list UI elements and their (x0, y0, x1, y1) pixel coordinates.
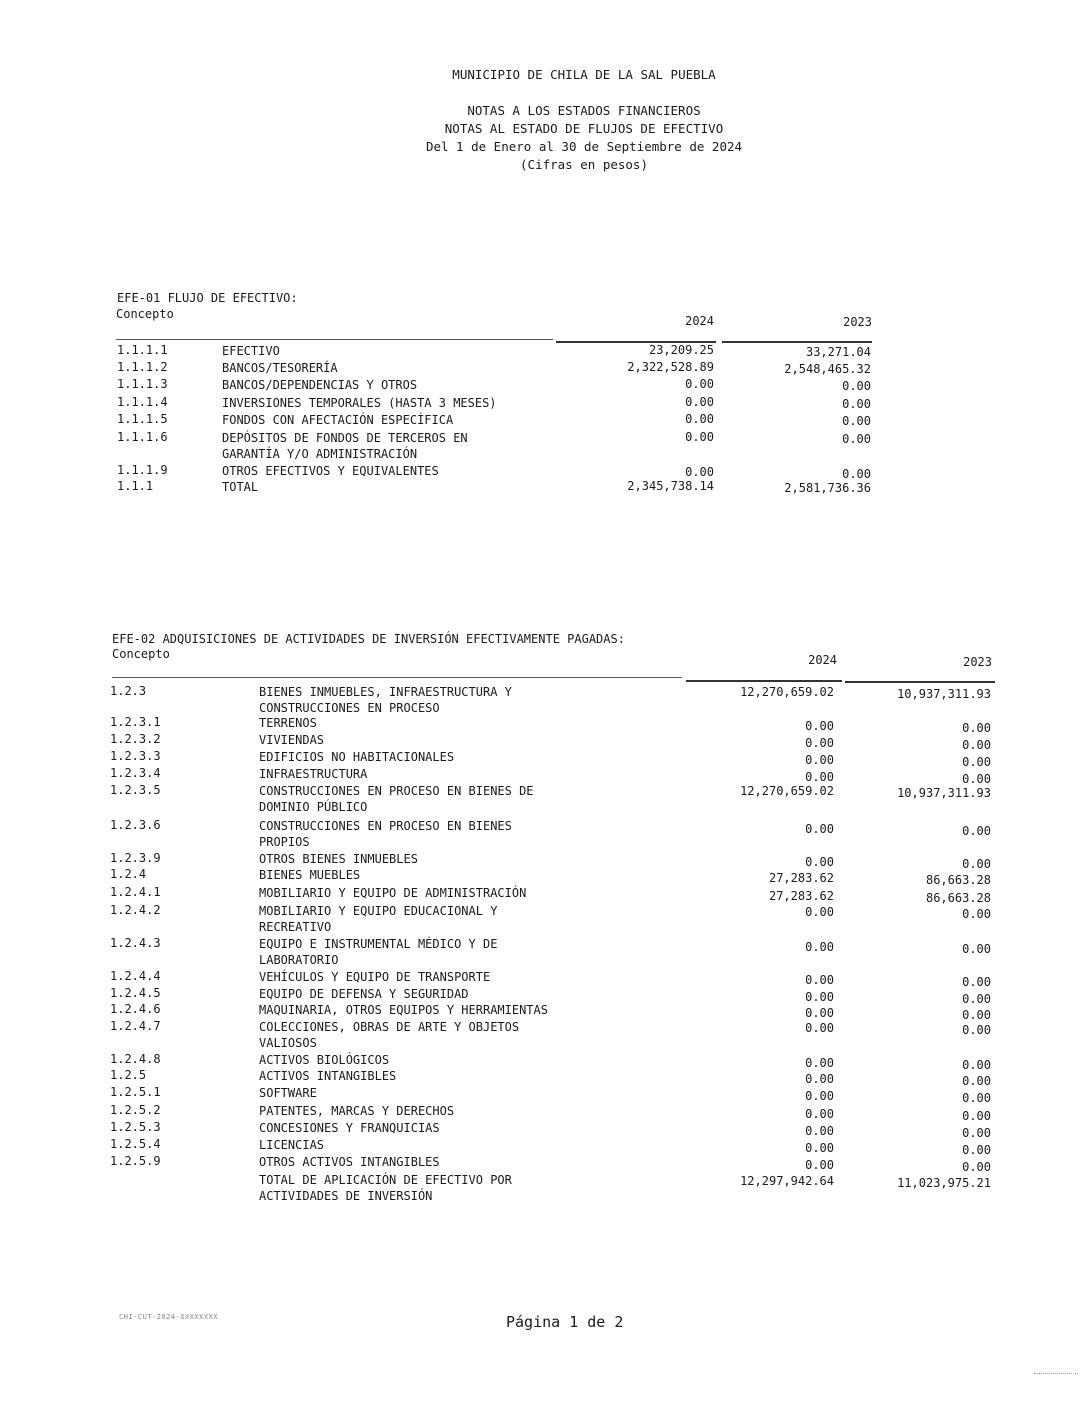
account-code: 1.2.5.3 (110, 1120, 161, 1134)
efe01-header-rule-2023 (722, 341, 872, 343)
description-line: MAQUINARIA, OTROS EQUIPOS Y HERRAMIENTAS (259, 1003, 548, 1017)
description-line: LABORATORIO (259, 953, 339, 967)
description-line: CONCESIONES Y FRANQUICIAS (259, 1121, 440, 1135)
description-line: CONSTRUCCIONES EN PROCESO (259, 701, 440, 715)
value-2024: 0.00 (805, 1124, 834, 1138)
value-2024: 0.00 (805, 1006, 834, 1020)
value-2024: 0.00 (805, 940, 834, 954)
value-2023: 0.00 (962, 1160, 991, 1174)
value-2024: 0.00 (805, 973, 834, 987)
account-description (259, 867, 360, 883)
account-description (259, 1172, 512, 1204)
account-code: 1.1.1.5 (117, 412, 168, 426)
account-description (259, 1120, 440, 1136)
value-2023: 86,663.28 (925, 891, 991, 905)
description-line: EDIFICIOS NO HABITACIONALES (259, 750, 455, 764)
efe02-title: EFE-02 ADQUISICIONES DE ACTIVIDADES DE INVERSIÓN EFECTIVAMENTE PAGADAS: (112, 632, 625, 646)
account-code: 1.2.5.2 (110, 1103, 161, 1117)
account-code: 1.2.3 (110, 684, 147, 698)
account-description (259, 766, 367, 782)
account-code: 1.1.1.1 (117, 343, 168, 357)
value-2024: 0.00 (685, 412, 714, 426)
description-line: FONDOS CON AFECTACIÓN ESPECÍFICA (222, 413, 454, 427)
value-2024: 23,209.25 (648, 343, 714, 357)
notes-subtitle: NOTAS AL ESTADO DE FLUJOS DE EFECTIVO (444, 121, 724, 136)
value-2024: 27,283.62 (768, 889, 834, 903)
value-2023: 0.00 (962, 1109, 991, 1123)
account-code: 1.2.4.6 (110, 1002, 161, 1016)
value-2024: 0.00 (805, 1107, 834, 1121)
account-description (222, 412, 453, 428)
units-note: (Cifras en pesos) (520, 157, 648, 172)
entity-name: MUNICIPIO DE CHILA DE LA SAL PUEBLA (452, 67, 716, 82)
account-code: 1.2.5 (110, 1068, 147, 1082)
value-2023: 0.00 (962, 1008, 991, 1022)
account-code: 1.2.3.2 (110, 732, 161, 746)
value-2024: 0.00 (805, 1141, 834, 1155)
description-line: SOFTWARE (259, 1086, 317, 1100)
value-2024: 0.00 (805, 770, 834, 784)
account-description (259, 749, 454, 765)
description-line: PATENTES, MARCAS Y DERECHOS (259, 1104, 455, 1118)
account-code: 1.2.4.7 (110, 1019, 161, 1033)
description-line: INFRAESTRUCTURA (259, 767, 368, 781)
value-2024: 0.00 (805, 905, 834, 919)
account-code: 1.2.3.9 (110, 851, 161, 865)
account-code: 1.2.4.8 (110, 1052, 161, 1066)
value-2023: 0.00 (842, 397, 871, 411)
efe02-year-2023: 2023 (963, 655, 992, 669)
value-2023: 0.00 (842, 414, 871, 428)
description-line: ACTIVOS INTANGIBLES (259, 1069, 397, 1083)
account-code: 1.1.1.6 (117, 430, 168, 444)
description-line: TOTAL DE APLICACIÓN DE EFECTIVO POR (259, 1173, 512, 1187)
value-2023: 11,023,975.21 (897, 1176, 991, 1190)
account-description (259, 1068, 396, 1084)
value-2024: 0.00 (805, 1158, 834, 1172)
account-code: 1.2.3.5 (110, 783, 161, 797)
value-2023: 0.00 (962, 772, 991, 786)
account-description (259, 684, 512, 716)
account-description (222, 343, 280, 359)
value-2023: 0.00 (842, 379, 871, 393)
description-line: DOMINIO PÚBLICO (259, 800, 368, 814)
document-header (0, 66, 1088, 174)
description-line: DEPÓSITOS DE FONDOS DE TERCEROS EN (222, 431, 468, 445)
account-code: 1.2.3.4 (110, 766, 161, 780)
account-description (259, 1085, 317, 1101)
account-description (222, 395, 497, 411)
value-2023: 0.00 (962, 1126, 991, 1140)
description-line: OTROS ACTIVOS INTANGIBLES (259, 1155, 440, 1169)
account-code: 1.2.5.1 (110, 1085, 161, 1099)
value-2023: 0.00 (962, 1023, 991, 1037)
value-2024: 0.00 (685, 395, 714, 409)
value-2023: 0.00 (842, 432, 871, 446)
value-2024: 0.00 (805, 990, 834, 1004)
account-description (222, 377, 417, 393)
description-line: MOBILIARIO Y EQUIPO EDUCACIONAL Y (259, 904, 498, 918)
value-2024: 0.00 (685, 465, 714, 479)
value-2024: 0.00 (805, 736, 834, 750)
efe02-year-2024: 2024 (808, 653, 837, 667)
account-description (222, 360, 338, 376)
value-2023: 10,937,311.93 (897, 786, 991, 800)
value-2024: 12,270,659.02 (740, 784, 834, 798)
value-2024: 0.00 (805, 719, 834, 733)
efe02-concept-label: Concepto (112, 647, 170, 661)
value-2023: 0.00 (962, 755, 991, 769)
description-line: TOTAL (222, 480, 259, 494)
value-2023: 0.00 (962, 975, 991, 989)
efe02-header-rule-2023 (845, 681, 995, 683)
efe01-year-2023: 2023 (843, 315, 872, 329)
account-description (259, 1137, 324, 1153)
value-2024: 0.00 (805, 1072, 834, 1086)
description-line: ACTIVOS BIOLÓGICOS (259, 1053, 390, 1067)
account-description (259, 1103, 454, 1119)
account-code: 1.1.1.3 (117, 377, 168, 391)
description-line: INVERSIONES TEMPORALES (HASTA 3 MESES) (222, 396, 497, 410)
efe01-year-2024: 2024 (685, 314, 714, 328)
description-line: BIENES MUEBLES (259, 868, 361, 882)
account-description (259, 1052, 389, 1068)
account-code: 1.2.3.6 (110, 818, 161, 832)
account-code: 1.2.4.5 (110, 986, 161, 1000)
account-code: 1.1.1.9 (117, 463, 168, 477)
description-line: LICENCIAS (259, 1138, 325, 1152)
account-description (222, 463, 439, 479)
account-code: 1.2.3.1 (110, 715, 161, 729)
value-2024: 0.00 (685, 377, 714, 391)
page-number: Página 1 de 2 (506, 1313, 624, 1331)
value-2024: 0.00 (805, 753, 834, 767)
value-2023: 0.00 (962, 1074, 991, 1088)
account-description (259, 783, 534, 815)
description-line: VIVIENDAS (259, 733, 325, 747)
value-2023: 0.00 (962, 1091, 991, 1105)
description-line: PROPIOS (259, 835, 310, 849)
account-description (259, 986, 469, 1002)
account-code: 1.2.4.3 (110, 936, 161, 950)
account-description (259, 1002, 548, 1018)
account-code: 1.2.4.1 (110, 885, 161, 899)
account-code: 1.2.5.4 (110, 1137, 161, 1151)
account-description (259, 936, 497, 968)
value-2024: 2,322,528.89 (627, 360, 714, 374)
efe01-header-rule-left (116, 339, 553, 340)
description-line: BIENES INMUEBLES, INFRAESTRUCTURA Y (259, 685, 512, 699)
value-2023: 33,271.04 (805, 345, 871, 359)
description-line: GARANTÍA Y/O ADMINISTRACIÓN (222, 447, 418, 461)
value-2024: 12,270,659.02 (740, 685, 834, 699)
value-2024: 0.00 (685, 430, 714, 444)
account-description (259, 969, 490, 985)
value-2024: 2,345,738.14 (627, 479, 714, 493)
description-line: OTROS EFECTIVOS Y EQUIVALENTES (222, 464, 439, 478)
notes-title: NOTAS A LOS ESTADOS FINANCIEROS (467, 103, 701, 118)
value-2023: 10,937,311.93 (897, 687, 991, 701)
description-line: VEHÍCULOS Y EQUIPO DE TRANSPORTE (259, 970, 491, 984)
account-description (259, 1019, 519, 1051)
period: Del 1 de Enero al 30 de Septiembre de 2024 (425, 139, 743, 154)
description-line: EQUIPO E INSTRUMENTAL MÉDICO Y DE (259, 937, 498, 951)
value-2023: 0.00 (962, 942, 991, 956)
account-code: 1.1.1 (117, 479, 154, 493)
account-description (259, 715, 317, 731)
value-2024: 0.00 (805, 1021, 834, 1035)
description-line: RECREATIVO (259, 920, 332, 934)
value-2023: 0.00 (842, 467, 871, 481)
account-code: 1.2.4.2 (110, 903, 161, 917)
value-2023: 0.00 (962, 907, 991, 921)
value-2023: 0.00 (962, 738, 991, 752)
value-2024: 0.00 (805, 822, 834, 836)
description-line: BANCOS/DEPENDENCIAS Y OTROS (222, 378, 418, 392)
description-line: MOBILIARIO Y EQUIPO DE ADMINISTRACIÓN (259, 886, 527, 900)
value-2024: 0.00 (805, 855, 834, 869)
account-description (259, 885, 526, 901)
value-2024: 27,283.62 (768, 871, 834, 885)
account-description (259, 732, 324, 748)
value-2023: 2,581,736.36 (784, 481, 871, 495)
account-code: 1.2.4.4 (110, 969, 161, 983)
description-line: EQUIPO DE DEFENSA Y SEGURIDAD (259, 987, 469, 1001)
value-2023: 86,663.28 (925, 873, 991, 887)
efe02-header-rule-left (112, 677, 682, 678)
description-line: TERRENOS (259, 716, 317, 730)
account-description (259, 818, 512, 850)
description-line: ACTIVIDADES DE INVERSIÓN (259, 1189, 433, 1203)
description-line: COLECCIONES, OBRAS DE ARTE Y OBJETOS (259, 1020, 520, 1034)
description-line: BANCOS/TESORERÍA (222, 361, 338, 375)
corner-mark (1034, 1373, 1078, 1374)
account-code: 1.2.4 (110, 867, 147, 881)
account-code: 1.2.5.9 (110, 1154, 161, 1168)
account-code: 1.2.3.3 (110, 749, 161, 763)
value-2023: 0.00 (962, 1058, 991, 1072)
value-2024: 0.00 (805, 1056, 834, 1070)
account-description (259, 851, 418, 867)
efe01-title: EFE-01 FLUJO DE EFECTIVO: (117, 291, 298, 305)
efe02-header-rule-2024 (686, 680, 842, 682)
description-line: VALIOSOS (259, 1036, 317, 1050)
description-line: EFECTIVO (222, 344, 280, 358)
account-description (259, 1154, 440, 1170)
account-code: 1.1.1.4 (117, 395, 168, 409)
account-description (222, 430, 468, 462)
description-line: OTROS BIENES INMUEBLES (259, 852, 418, 866)
account-code: 1.1.1.2 (117, 360, 168, 374)
value-2024: 0.00 (805, 1089, 834, 1103)
account-description (259, 903, 497, 935)
description-line: CONSTRUCCIONES EN PROCESO EN BIENES DE (259, 784, 534, 798)
efe01-concept-label: Concepto (116, 307, 174, 321)
footer-document-code: CHI-CUT-2024-XXXXXXXX (119, 1313, 219, 1321)
account-description (222, 479, 258, 495)
value-2024: 12,297,942.64 (740, 1174, 834, 1188)
value-2023: 0.00 (962, 824, 991, 838)
value-2023: 2,548,465.32 (784, 362, 871, 376)
description-line: CONSTRUCCIONES EN PROCESO EN BIENES (259, 819, 512, 833)
value-2023: 0.00 (962, 1143, 991, 1157)
value-2023: 0.00 (962, 992, 991, 1006)
value-2023: 0.00 (962, 857, 991, 871)
value-2023: 0.00 (962, 721, 991, 735)
